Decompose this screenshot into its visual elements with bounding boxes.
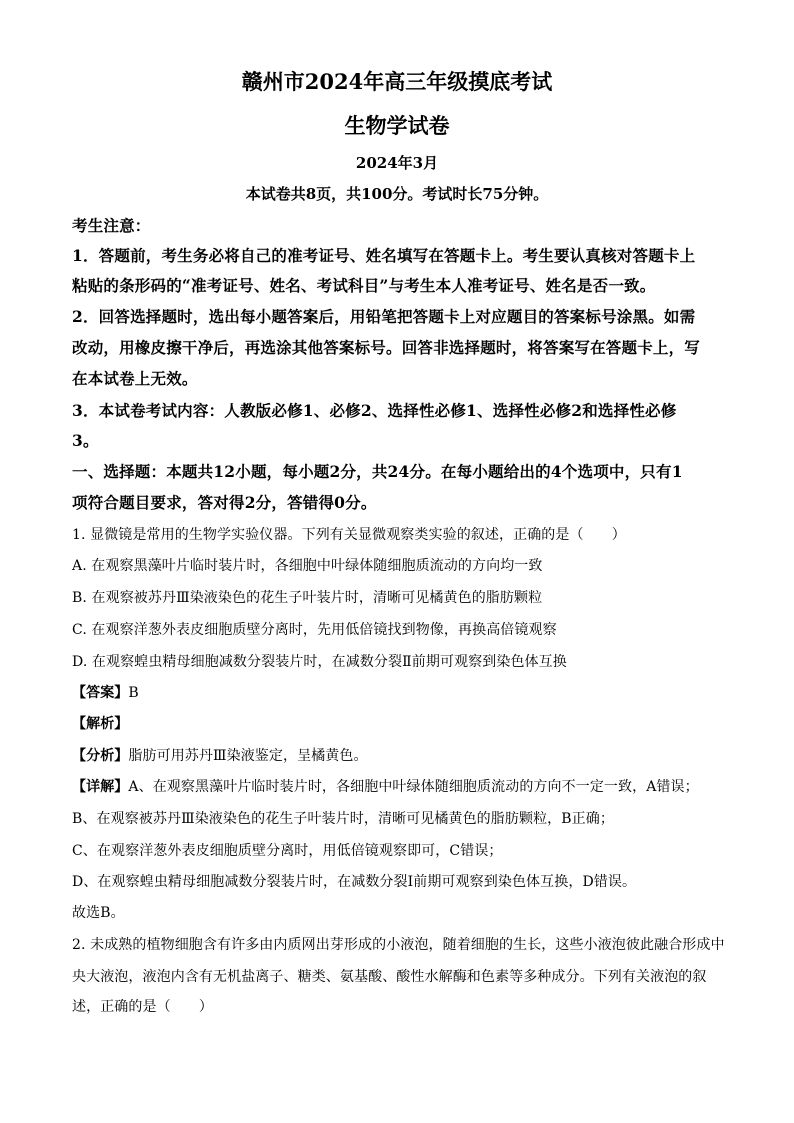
exam-title: 赣州市2024年高三年级摸底考试 bbox=[241, 69, 553, 94]
notice-item-2-line-1: 2．回答选择题时，选出每小题答案后，用铅笔把答题卡上对应题目的答案标号涂黑。如需 bbox=[72, 307, 696, 326]
question-2-line-3: 述，正确的是（ ） bbox=[72, 999, 213, 1015]
notice-item-1-line-1: 1．答题前，考生务必将自己的准考证号、姓名填写在答题卡上。考生要认真核对答题卡上 bbox=[72, 246, 696, 265]
notice-heading: 考生注意： bbox=[72, 216, 151, 235]
exam-info: 本试卷共8页，共100分。考试时长75分钟。 bbox=[245, 185, 549, 203]
question-1-option-a: A. 在观察黑藻叶片临时装片时，各细胞中叶绿体随细胞质流动的方向均一致 bbox=[72, 558, 543, 574]
detail-a-text: A、在观察黑藻叶片临时装片时，各细胞中叶绿体随细胞质流动的方向不一定一致，A错误； bbox=[128, 779, 699, 795]
notice-item-3-line-2: 3。 bbox=[72, 431, 99, 450]
section-heading-line-2: 项符合题目要求，答对得2分，答错得0分。 bbox=[72, 493, 377, 512]
fenxi-label: 【分析】 bbox=[72, 748, 129, 764]
fenxi-line bbox=[72, 745, 368, 765]
notice-item-3-line-1: 3．本试卷考试内容：人教版必修1、必修2、选择性必修1、选择性必修2和选择性必修 bbox=[72, 401, 677, 420]
detail-line-a bbox=[72, 776, 699, 796]
question-1-option-b: B. 在观察被苏丹Ⅲ染液染色的花生子叶装片时，清晰可见橘黄色的脂肪颗粒 bbox=[72, 590, 543, 606]
notice-item-2-line-3: 在本试卷上无效。 bbox=[72, 369, 198, 388]
fenxi-text: 脂肪可用苏丹Ⅲ染液鉴定，呈橘黄色。 bbox=[128, 748, 368, 764]
exam-date: 2024年3月 bbox=[355, 154, 439, 172]
answer-value: B bbox=[128, 685, 139, 701]
conclusion-line: 故选B。 bbox=[72, 905, 125, 921]
question-2-line-2: 央大液泡，液泡内含有无机盐离子、糖类、氨基酸、酸性水解酶和色素等多种成分。下列有关液泡的叙 bbox=[72, 969, 707, 985]
section-heading-line-1: 一、选择题：本题共12小题，每小题2分，共24分。在每小题给出的4个选项中，只有1 bbox=[72, 462, 683, 481]
detail-label: 【详解】 bbox=[72, 779, 129, 795]
detail-line-b: B、在观察被苏丹Ⅲ染液染色的花生子叶装片时，清晰可见橘黄色的脂肪颗粒，B正确； bbox=[72, 811, 614, 827]
analysis-label: 【解析】 bbox=[72, 716, 129, 732]
answer-label: 【答案】 bbox=[72, 685, 129, 701]
subject-title: 生物学试卷 bbox=[344, 113, 450, 138]
detail-line-c: C、在观察洋葱外表皮细胞质壁分离时，用低倍镜观察即可，C错误； bbox=[72, 843, 503, 859]
detail-line-d: D、在观察蝗虫精母细胞减数分裂装片时，在减数分裂Ⅰ前期可观察到染色体互换，D错误。 bbox=[72, 874, 637, 890]
question-2-line-1: 2. 未成熟的植物细胞含有许多由内质网出芽形成的小液泡，随着细胞的生长，这些小液泡彼此融合形成中 bbox=[72, 937, 725, 953]
question-1-option-c: C. 在观察洋葱外表皮细胞质壁分离时，先用低倍镜找到物像，再换高倍镜观察 bbox=[72, 622, 557, 638]
notice-item-2-line-2: 改动，用橡皮擦干净后，再选涂其他答案标号。回答非选择题时，将答案写在答题卡上，写 bbox=[72, 338, 701, 357]
question-1-stem: 1. 显微镜是常用的生物学实验仪器。下列有关显微观察类实验的叙述，正确的是（ ） bbox=[72, 527, 626, 543]
answer-line bbox=[72, 682, 139, 702]
question-1-option-d: D. 在观察蝗虫精母细胞减数分裂装片时，在减数分裂Ⅱ前期可观察到染色体互换 bbox=[72, 654, 567, 670]
notice-item-1-line-2: 粘贴的条形码的“准考证号、姓名、考试科目”与考生本人准考证号、姓名是否一致。 bbox=[72, 276, 656, 295]
